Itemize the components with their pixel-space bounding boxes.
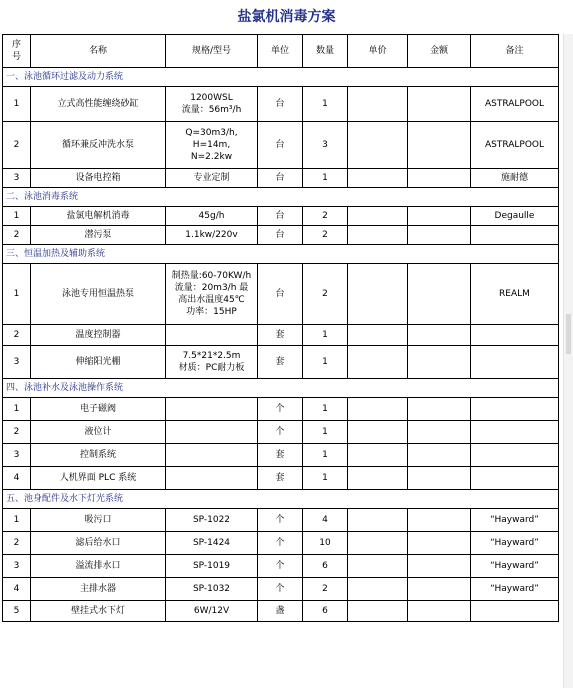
cell-note: Degaulle bbox=[471, 207, 559, 226]
cell-unit: 个 bbox=[258, 509, 303, 532]
table-header-row bbox=[3, 35, 559, 68]
cell-name: 泳池专用恒温热泵 bbox=[31, 264, 166, 325]
cell-spec bbox=[166, 398, 258, 421]
cell-qty: 4 bbox=[303, 509, 348, 532]
cell-name: 溢流排水口 bbox=[31, 555, 166, 578]
cell-price bbox=[348, 444, 408, 467]
table-row bbox=[3, 226, 559, 245]
table-row bbox=[3, 444, 559, 467]
cell-qty: 6 bbox=[303, 555, 348, 578]
cell-no: 1 bbox=[3, 87, 31, 122]
cell-price bbox=[348, 509, 408, 532]
cell-note bbox=[471, 398, 559, 421]
cell-note bbox=[471, 226, 559, 245]
cell-no: 4 bbox=[3, 578, 31, 601]
cell-qty: 6 bbox=[303, 601, 348, 622]
cell-no: 2 bbox=[3, 226, 31, 245]
cell-amount bbox=[408, 555, 471, 578]
cell-spec: 6W/12V bbox=[166, 601, 258, 622]
cell-price bbox=[348, 122, 408, 169]
cell-note bbox=[471, 346, 559, 379]
cell-note bbox=[471, 421, 559, 444]
cell-price bbox=[348, 87, 408, 122]
cell-name: 立式高性能缠绕砂缸 bbox=[31, 87, 166, 122]
cell-name: 盐氯电解机消毒 bbox=[31, 207, 166, 226]
cell-unit: 套 bbox=[258, 325, 303, 346]
table-row bbox=[3, 601, 559, 622]
cell-amount bbox=[408, 122, 471, 169]
table-row bbox=[3, 346, 559, 379]
section-title: 三、恒温加热及辅助系统 bbox=[3, 245, 559, 264]
cell-no: 3 bbox=[3, 169, 31, 188]
cell-unit: 个 bbox=[258, 578, 303, 601]
cell-unit: 个 bbox=[258, 532, 303, 555]
quote-table bbox=[2, 34, 559, 622]
cell-no: 3 bbox=[3, 444, 31, 467]
cell-name: 人机界面 PLC 系统 bbox=[31, 467, 166, 490]
cell-spec: 1.1kw/220v bbox=[166, 226, 258, 245]
cell-qty: 1 bbox=[303, 421, 348, 444]
cell-spec: 1200WSL 流量：56m³/h bbox=[166, 87, 258, 122]
table-row bbox=[3, 325, 559, 346]
cell-price bbox=[348, 467, 408, 490]
section-title: 二、泳池消毒系统 bbox=[3, 188, 559, 207]
cell-amount bbox=[408, 325, 471, 346]
cell-note: 施耐德 bbox=[471, 169, 559, 188]
cell-unit: 个 bbox=[258, 555, 303, 578]
table-row bbox=[3, 555, 559, 578]
cell-qty: 1 bbox=[303, 346, 348, 379]
cell-unit: 台 bbox=[258, 122, 303, 169]
cell-amount bbox=[408, 444, 471, 467]
cell-spec: SP-1032 bbox=[166, 578, 258, 601]
section-row bbox=[3, 245, 559, 264]
table-row bbox=[3, 264, 559, 325]
cell-note bbox=[471, 325, 559, 346]
cell-no: 3 bbox=[3, 346, 31, 379]
section-title: 一、泳池循环过滤及动力系统 bbox=[3, 68, 559, 87]
cell-qty: 1 bbox=[303, 169, 348, 188]
cell-spec: 7.5*21*2.5m 材质：PC耐力板 bbox=[166, 346, 258, 379]
cell-note: “Hayward” bbox=[471, 509, 559, 532]
cell-name: 设备电控箱 bbox=[31, 169, 166, 188]
cell-spec: SP-1019 bbox=[166, 555, 258, 578]
column-header: 数量 bbox=[303, 35, 348, 68]
cell-no: 2 bbox=[3, 122, 31, 169]
table-row bbox=[3, 509, 559, 532]
cell-price bbox=[348, 398, 408, 421]
cell-amount bbox=[408, 398, 471, 421]
cell-no: 4 bbox=[3, 467, 31, 490]
cell-unit: 个 bbox=[258, 398, 303, 421]
cell-no: 2 bbox=[3, 532, 31, 555]
cell-note: “Hayward” bbox=[471, 578, 559, 601]
table-row bbox=[3, 169, 559, 188]
table-row bbox=[3, 467, 559, 490]
cell-amount bbox=[408, 532, 471, 555]
cell-price bbox=[348, 555, 408, 578]
cell-name: 壁挂式水下灯 bbox=[31, 601, 166, 622]
cell-name: 主排水器 bbox=[31, 578, 166, 601]
table-row bbox=[3, 398, 559, 421]
cell-qty: 1 bbox=[303, 398, 348, 421]
table-row bbox=[3, 87, 559, 122]
column-header: 规格/型号 bbox=[166, 35, 258, 68]
cell-price bbox=[348, 601, 408, 622]
cell-no: 1 bbox=[3, 509, 31, 532]
cell-spec bbox=[166, 467, 258, 490]
cell-unit: 台 bbox=[258, 207, 303, 226]
cell-price bbox=[348, 264, 408, 325]
cell-note bbox=[471, 467, 559, 490]
cell-qty: 1 bbox=[303, 467, 348, 490]
cell-unit: 台 bbox=[258, 226, 303, 245]
cell-spec: 专业定制 bbox=[166, 169, 258, 188]
cell-spec: SP-1022 bbox=[166, 509, 258, 532]
scrollbar-thumb[interactable] bbox=[566, 314, 571, 354]
table-row bbox=[3, 532, 559, 555]
cell-spec: SP-1424 bbox=[166, 532, 258, 555]
cell-amount bbox=[408, 226, 471, 245]
cell-price bbox=[348, 325, 408, 346]
section-row bbox=[3, 68, 559, 87]
cell-spec bbox=[166, 421, 258, 444]
cell-price bbox=[348, 578, 408, 601]
vertical-scrollbar[interactable] bbox=[563, 34, 573, 688]
table-row bbox=[3, 421, 559, 444]
section-row bbox=[3, 188, 559, 207]
cell-qty: 2 bbox=[303, 578, 348, 601]
cell-unit: 套 bbox=[258, 346, 303, 379]
cell-name: 控制系统 bbox=[31, 444, 166, 467]
cell-spec: 制热量:60-70KW/h 流量：20m3/h 最 高出水温度45℃ 功率：15HP bbox=[166, 264, 258, 325]
section-row bbox=[3, 490, 559, 509]
cell-note: ASTRALPOOL bbox=[471, 122, 559, 169]
cell-unit: 台 bbox=[258, 264, 303, 325]
cell-amount bbox=[408, 169, 471, 188]
cell-name: 循环兼反冲洗水泵 bbox=[31, 122, 166, 169]
cell-amount bbox=[408, 509, 471, 532]
cell-amount bbox=[408, 601, 471, 622]
cell-note: “Hayward” bbox=[471, 532, 559, 555]
cell-name: 温度控制器 bbox=[31, 325, 166, 346]
cell-name: 吸污口 bbox=[31, 509, 166, 532]
cell-amount bbox=[408, 346, 471, 379]
cell-note: ASTRALPOOL bbox=[471, 87, 559, 122]
cell-no: 1 bbox=[3, 264, 31, 325]
cell-price bbox=[348, 226, 408, 245]
cell-name: 滤后给水口 bbox=[31, 532, 166, 555]
cell-name: 伸缩阳光棚 bbox=[31, 346, 166, 379]
section-row bbox=[3, 379, 559, 398]
cell-qty: 2 bbox=[303, 264, 348, 325]
cell-amount bbox=[408, 87, 471, 122]
cell-unit: 个 bbox=[258, 421, 303, 444]
cell-no: 2 bbox=[3, 421, 31, 444]
cell-amount bbox=[408, 264, 471, 325]
document-title: 盐氯机消毒方案 bbox=[237, 9, 336, 25]
column-header: 名称 bbox=[31, 35, 166, 68]
cell-qty: 1 bbox=[303, 444, 348, 467]
table-row bbox=[3, 207, 559, 226]
table-row bbox=[3, 122, 559, 169]
cell-price bbox=[348, 207, 408, 226]
cell-note bbox=[471, 601, 559, 622]
cell-name: 潜污泵 bbox=[31, 226, 166, 245]
cell-price bbox=[348, 421, 408, 444]
column-header: 备注 bbox=[471, 35, 559, 68]
column-header: 序 号 bbox=[3, 35, 31, 68]
cell-amount bbox=[408, 467, 471, 490]
cell-note bbox=[471, 444, 559, 467]
cell-unit: 台 bbox=[258, 169, 303, 188]
cell-no: 2 bbox=[3, 325, 31, 346]
cell-spec bbox=[166, 325, 258, 346]
cell-amount bbox=[408, 421, 471, 444]
column-header: 单位 bbox=[258, 35, 303, 68]
column-header: 金额 bbox=[408, 35, 471, 68]
cell-no: 5 bbox=[3, 601, 31, 622]
section-title: 四、泳池补水及泳池操作系统 bbox=[3, 379, 559, 398]
column-header: 单价 bbox=[348, 35, 408, 68]
cell-name: 液位计 bbox=[31, 421, 166, 444]
cell-price bbox=[348, 346, 408, 379]
cell-qty: 3 bbox=[303, 122, 348, 169]
cell-note: REALM bbox=[471, 264, 559, 325]
cell-unit: 盏 bbox=[258, 601, 303, 622]
cell-qty: 1 bbox=[303, 325, 348, 346]
cell-qty: 10 bbox=[303, 532, 348, 555]
cell-spec: 45g/h bbox=[166, 207, 258, 226]
cell-no: 1 bbox=[3, 398, 31, 421]
cell-price bbox=[348, 532, 408, 555]
cell-unit: 套 bbox=[258, 444, 303, 467]
cell-spec bbox=[166, 444, 258, 467]
cell-note: “Hayward” bbox=[471, 555, 559, 578]
cell-no: 3 bbox=[3, 555, 31, 578]
section-title: 五、池身配件及水下灯光系统 bbox=[3, 490, 559, 509]
cell-qty: 2 bbox=[303, 207, 348, 226]
table-row bbox=[3, 578, 559, 601]
cell-no: 1 bbox=[3, 207, 31, 226]
cell-amount bbox=[408, 207, 471, 226]
cell-unit: 套 bbox=[258, 467, 303, 490]
cell-unit: 台 bbox=[258, 87, 303, 122]
cell-name: 电子磁阀 bbox=[31, 398, 166, 421]
cell-price bbox=[348, 169, 408, 188]
cell-qty: 1 bbox=[303, 87, 348, 122]
cell-qty: 2 bbox=[303, 226, 348, 245]
cell-amount bbox=[408, 578, 471, 601]
cell-spec: Q=30m3/h, H=14m, N=2.2kw bbox=[166, 122, 258, 169]
